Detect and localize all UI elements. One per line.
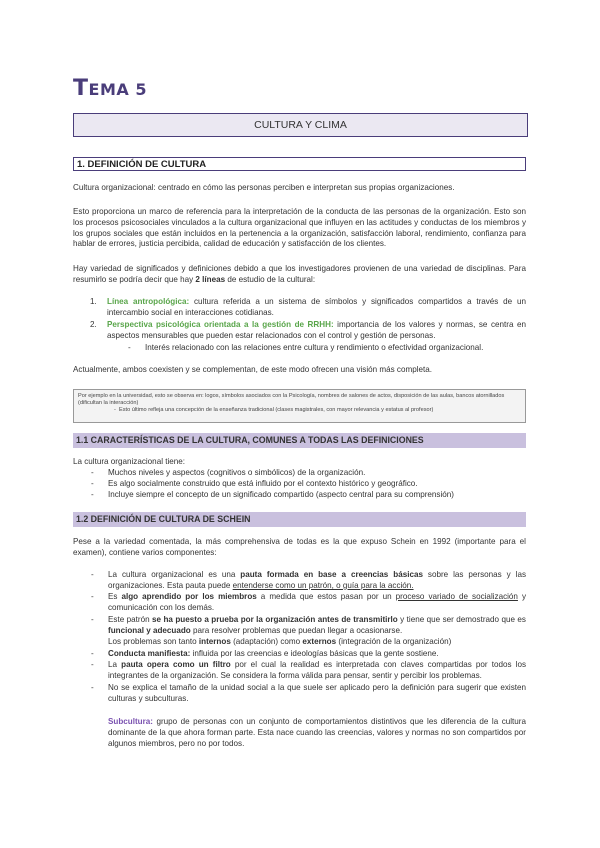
schein-item-filtro: La pauta opera como un filtro por el cual la realidad es interpretada con claves compartidas por todos los integrantes de la organización. Se considera la forma válida para pensar, sentir y percibir los problemas. [108,660,526,680]
section-1-2-intro: Pese a la variedad comentada, la más comprehensiva de todas es la que expuso Schein en 1992 (importante para el examen), contiene varios componentes: [73,537,526,557]
dash-bullet: - [91,570,94,579]
section-1-1-intro: La cultura organizacional tiene: [73,457,186,466]
list-number: 2. [90,320,97,329]
paragraph-1: Cultura organizacional: centrado en cómo las personas perciben e interpretan sus propias organizaciones. [73,183,455,192]
list-item: Incluye siempre el concepto de un significado compartido (aspecto central para su comprensión) [108,490,454,499]
page-title: CULTURA Y CLIMA [73,113,528,137]
dash-bullet: - [91,592,94,601]
schein-item-tamano: No se explica el tamaño de la unidad social a la que suele ser aplicado pero la definición para sugerir que existen culturas y subculturas. [108,683,526,703]
list-number: 1. [90,297,97,306]
subcultura-definition: Subcultura: grupo de personas con un conjunto de comportamientos distintivos que les diferencia de la cultura dominante de la que ahora forman parte. Esta nace cuando las creencias, valores y normas no son compartidos por algunos miembros, pero no por todos. [108,717,526,748]
tema-heading: TEMA 5 [73,76,147,101]
paragraph-4: Actualmente, ambos coexisten y se complementan, de este modo ofrecen una visión más completa. [73,365,433,374]
dash-bullet: - [91,649,94,658]
schein-item-aprendido: Es algo aprendido por los miembros a medida que estos pasan por un proceso variado de socialización y comunicación con los demás. [108,592,527,612]
schein-item-conducta: Conducta manifiesta: influida por las creencias e ideologías básicas que la gente sostiene. [108,649,439,658]
list-item: Muchos niveles y aspectos (cognitivos o simbólicos) de la organización. [108,468,366,477]
dash-bullet: - [91,683,94,692]
section-1-1-heading: 1.1 CARACTERÍSTICAS DE LA CULTURA, COMUNES A TODAS LAS DEFINICIONES [73,433,526,448]
schein-item-pauta: La cultura organizacional es una pauta formada en base a creencias básicas sobre las personas y las organizaciones. Esta pauta puede entenderse como un patrón, o guía para la acción. [108,570,526,590]
list-item-antropologica: Línea antropológica: cultura referida a un sistema de símbolos y significados compartidos a través de un intercambio social en interacciones cotidianas. [107,297,526,317]
list-item: Es algo socialmente construido que está influido por el contexto histórico y geográfico. [108,479,418,488]
note-text: Por ejemplo en la universidad, esto se observa en: logos, símbolos asociados con la Psicología, nombres de salones de actos, disposición de las aulas, bancos atornillados (dificultan la interacción) [78,393,505,406]
paragraph-2: Esto proporciona un marco de referencia para la interpretación de la conducta de las personas de la organización. Esto son los procesos psicosociales vinculados a la cultura organizacional que influyen en las actitudes y conductas de los miembros y los grupos sociales que están incluidos en la pertenencia a la organización, satisfacción laboral, rendimiento, confianza para hablar de errores, justicia percibida, calidad de educación y satisfacción de los clientes. [73,207,526,249]
dash-bullet: - [91,615,94,624]
dash-bullet: - [91,490,94,499]
dash-bullet: - [91,660,94,669]
dash-bullet: - [91,468,94,477]
dash-bullet: - [91,479,94,488]
section-1-2-heading: 1.2 DEFINICIÓN DE CULTURA DE SCHEIN [73,512,526,527]
example-note-box [73,389,526,423]
schein-item-patron: Este patrón se ha puesto a prueba por la organización antes de transmitirlo y tiene que ser demostrado que es funcional y adecuado para resolver problemas que puedan llegar a ocasionarse. Los problemas son tanto internos (adaptación) como externos (integración de la organización) [108,615,526,646]
dash-bullet: - [128,343,131,352]
sub-item: Interés relacionado con las relaciones entre cultura y rendimiento o efectividad organizacional. [145,343,484,352]
note-subtext: - Esto último refleja una concepción de la enseñanza tradicional (clases magistrales, con mayor relevancia y estatus al profesor) [114,407,434,413]
section-1-heading: 1. DEFINICIÓN DE CULTURA [73,157,526,171]
list-item-psicologica: Perspectiva psicológica orientada a la gestión de RRHH: importancia de los valores y normas, se centra en aspectos mensurables que pueden estar relacionados con el control y gestión de personas. [107,320,526,340]
paragraph-3: Hay variedad de significados y definiciones debido a que los investigadores provienen de una variedad de disciplinas. Para resumirlo se podría decir que hay 2 líneas de estudio de la cultural: [73,264,526,284]
